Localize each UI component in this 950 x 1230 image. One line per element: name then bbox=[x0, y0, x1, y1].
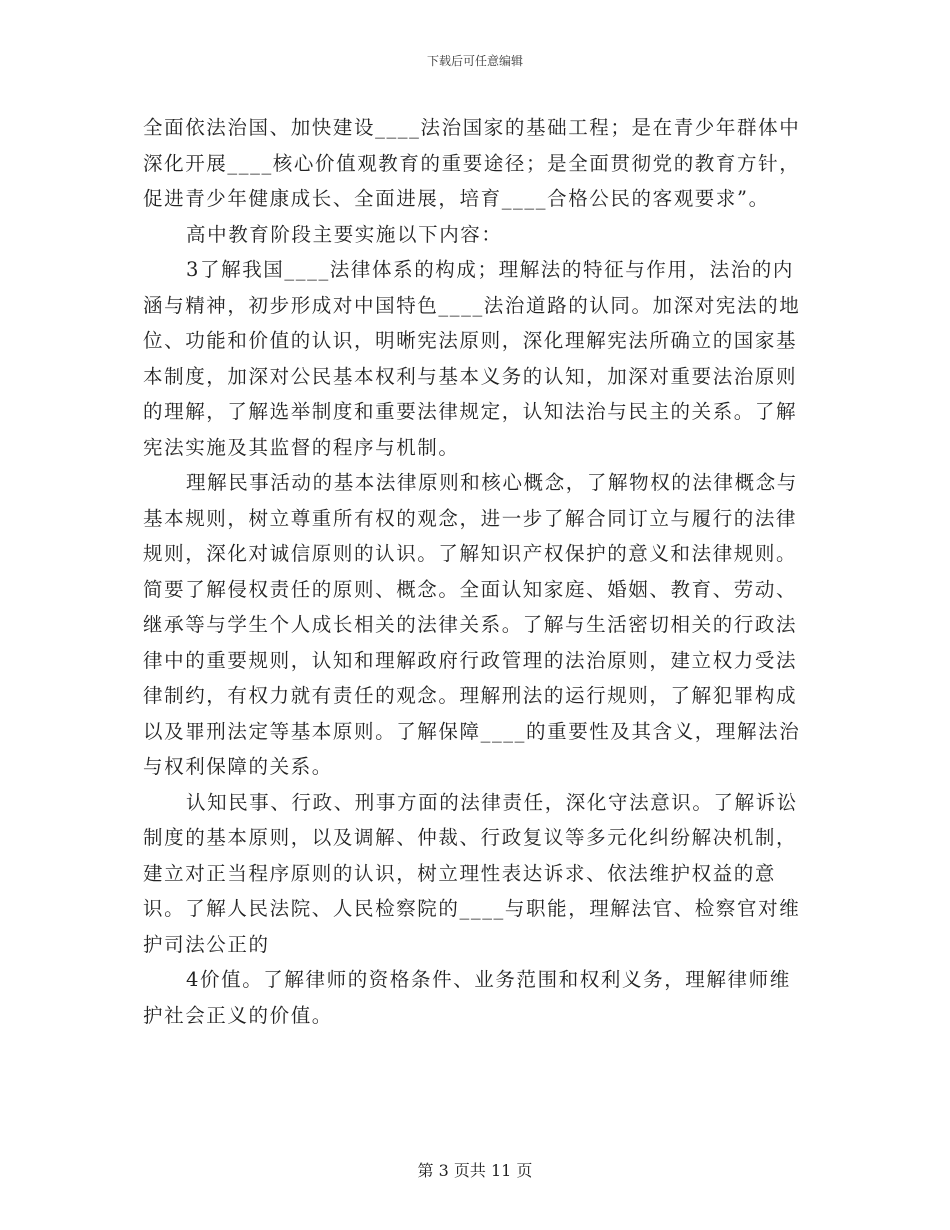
paragraph-5: 认知民事、行政、刑事方面的法律责任，深化守法意识。了解诉讼制度的基本原则，以及调解、仲裁、行政复议等多元化纠纷解决机制，建立对正当程序原则的认识，树立理性表达诉求、依法维护权益的意识。了解人民法院、人民检察院的____与职能，理解法官、检察官对维护司法公正的 bbox=[143, 790, 801, 956]
paragraph-3: 3了解我国____法律体系的构成；理解法的特征与作用，法治的内涵与精神，初步形成对中国特色____法治道路的认同。加深对宪法的地位、功能和价值的认识，明晰宪法原则，深化理解宪法所确立的国家基本制度，加深对公民基本权利与基本义务的认知，加深对重要法治原则的理解，了解选举制度和重要法律规定，认知法治与民主的关系。了解宪法实施及其监督的程序与机制。 bbox=[143, 258, 801, 459]
page-number-footer: 第 3 页共 11 页 bbox=[417, 1161, 533, 1180]
paragraph-6: 4价值。了解律师的资格条件、业务范围和权利义务，理解律师维护社会正义的价值。 bbox=[143, 968, 791, 1027]
paragraph-1: 全面依法治国、加快建设____法治国家的基础工程；是在青少年群体中深化开展____核心价值观教育的重要途径；是全面贯彻党的教育方针，促进青少年健康成长、全面进展，培育____合格公民的客观要求”。 bbox=[143, 116, 801, 210]
document-body bbox=[143, 110, 811, 1033]
paragraph-2: 高中教育阶段主要实施以下内容： bbox=[186, 222, 503, 246]
page-header: 下载后可任意编辑 bbox=[426, 54, 523, 68]
paragraph-4: 理解民事活动的基本法律原则和核心概念，了解物权的法律概念与基本规则，树立尊重所有权的观念，进一步了解合同订立与履行的法律规则，深化对诚信原则的认识。了解知识产权保护的意义和法律规则。简要了解侵权责任的原则、概念。全面认知家庭、婚姻、教育、劳动、继承等与学生个人成长相关的法律关系。了解与生活密切相关的行政法律中的重要规则，认知和理解政府行政管理的法治原则，建立权力受法律制约，有权力就有责任的观念。理解刑法的运行规则，了解犯罪构成以及罪刑法定等基本原则。了解保障____的重要性及其含义，理解法治与权利保障的关系。 bbox=[143, 471, 801, 778]
